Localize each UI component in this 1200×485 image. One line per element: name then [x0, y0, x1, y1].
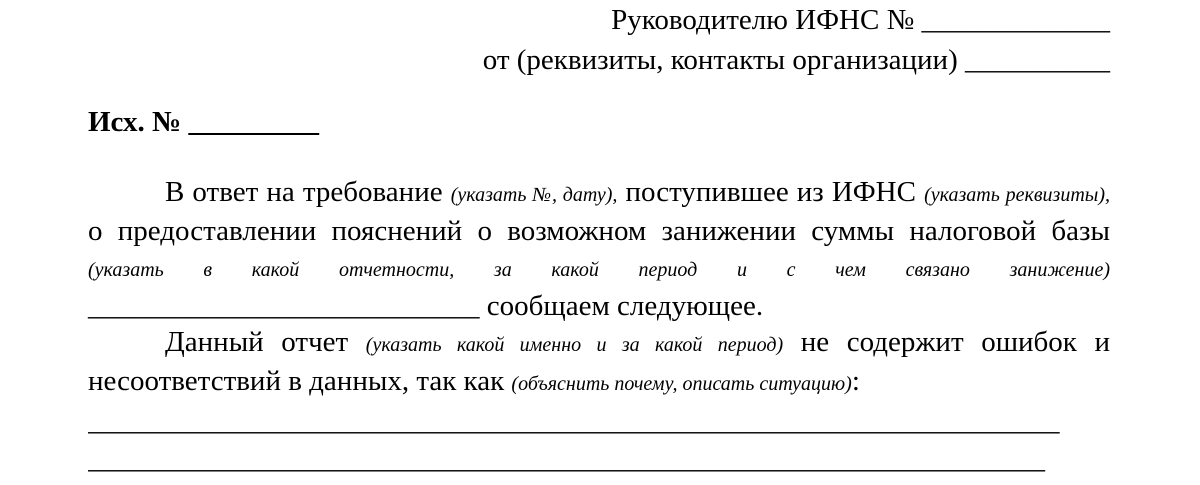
hint-text: (указать №, дату),: [450, 184, 618, 206]
addressee-to-line: Руководителю ИФНС № _____________: [611, 4, 1110, 36]
paragraph-text: Данный отчет: [165, 326, 366, 358]
blank-fill-line: __________________________________________________________________: [88, 443, 1045, 475]
addressee-block: [483, 0, 1110, 80]
paragraph-text: не содержит ошибок и несоответствий в данных, так как: [88, 326, 1111, 397]
outgoing-number: Исх. № _________: [88, 106, 319, 138]
hint-text: (объяснить почему, описать ситуацию): [511, 373, 852, 395]
hint-text: (указать в какой отчетности, за какой период и с чем связано занижение): [88, 259, 1110, 281]
paragraph-report: [88, 324, 1110, 402]
paragraph-text: ___________________________ сообщаем следующее.: [88, 290, 764, 322]
paragraph-text: В ответ на требование: [165, 176, 451, 208]
paragraph-text: о предоставлении пояснений о возможном занижении суммы налоговой базы: [88, 215, 1110, 247]
hint-text: (указать реквизиты),: [924, 184, 1111, 206]
blank-fill-line: ___________________________________________________________________: [88, 405, 1060, 437]
paragraph-response: [88, 174, 1110, 324]
addressee-from-line: от (реквизиты, контакты организации) __________: [482, 44, 1110, 76]
hint-text: (указать какой именно и за какой период): [365, 334, 784, 356]
paragraph-text: :: [851, 365, 860, 397]
paragraph-text: поступившее из ИФНС: [617, 176, 925, 208]
letter-body: [88, 174, 1110, 478]
